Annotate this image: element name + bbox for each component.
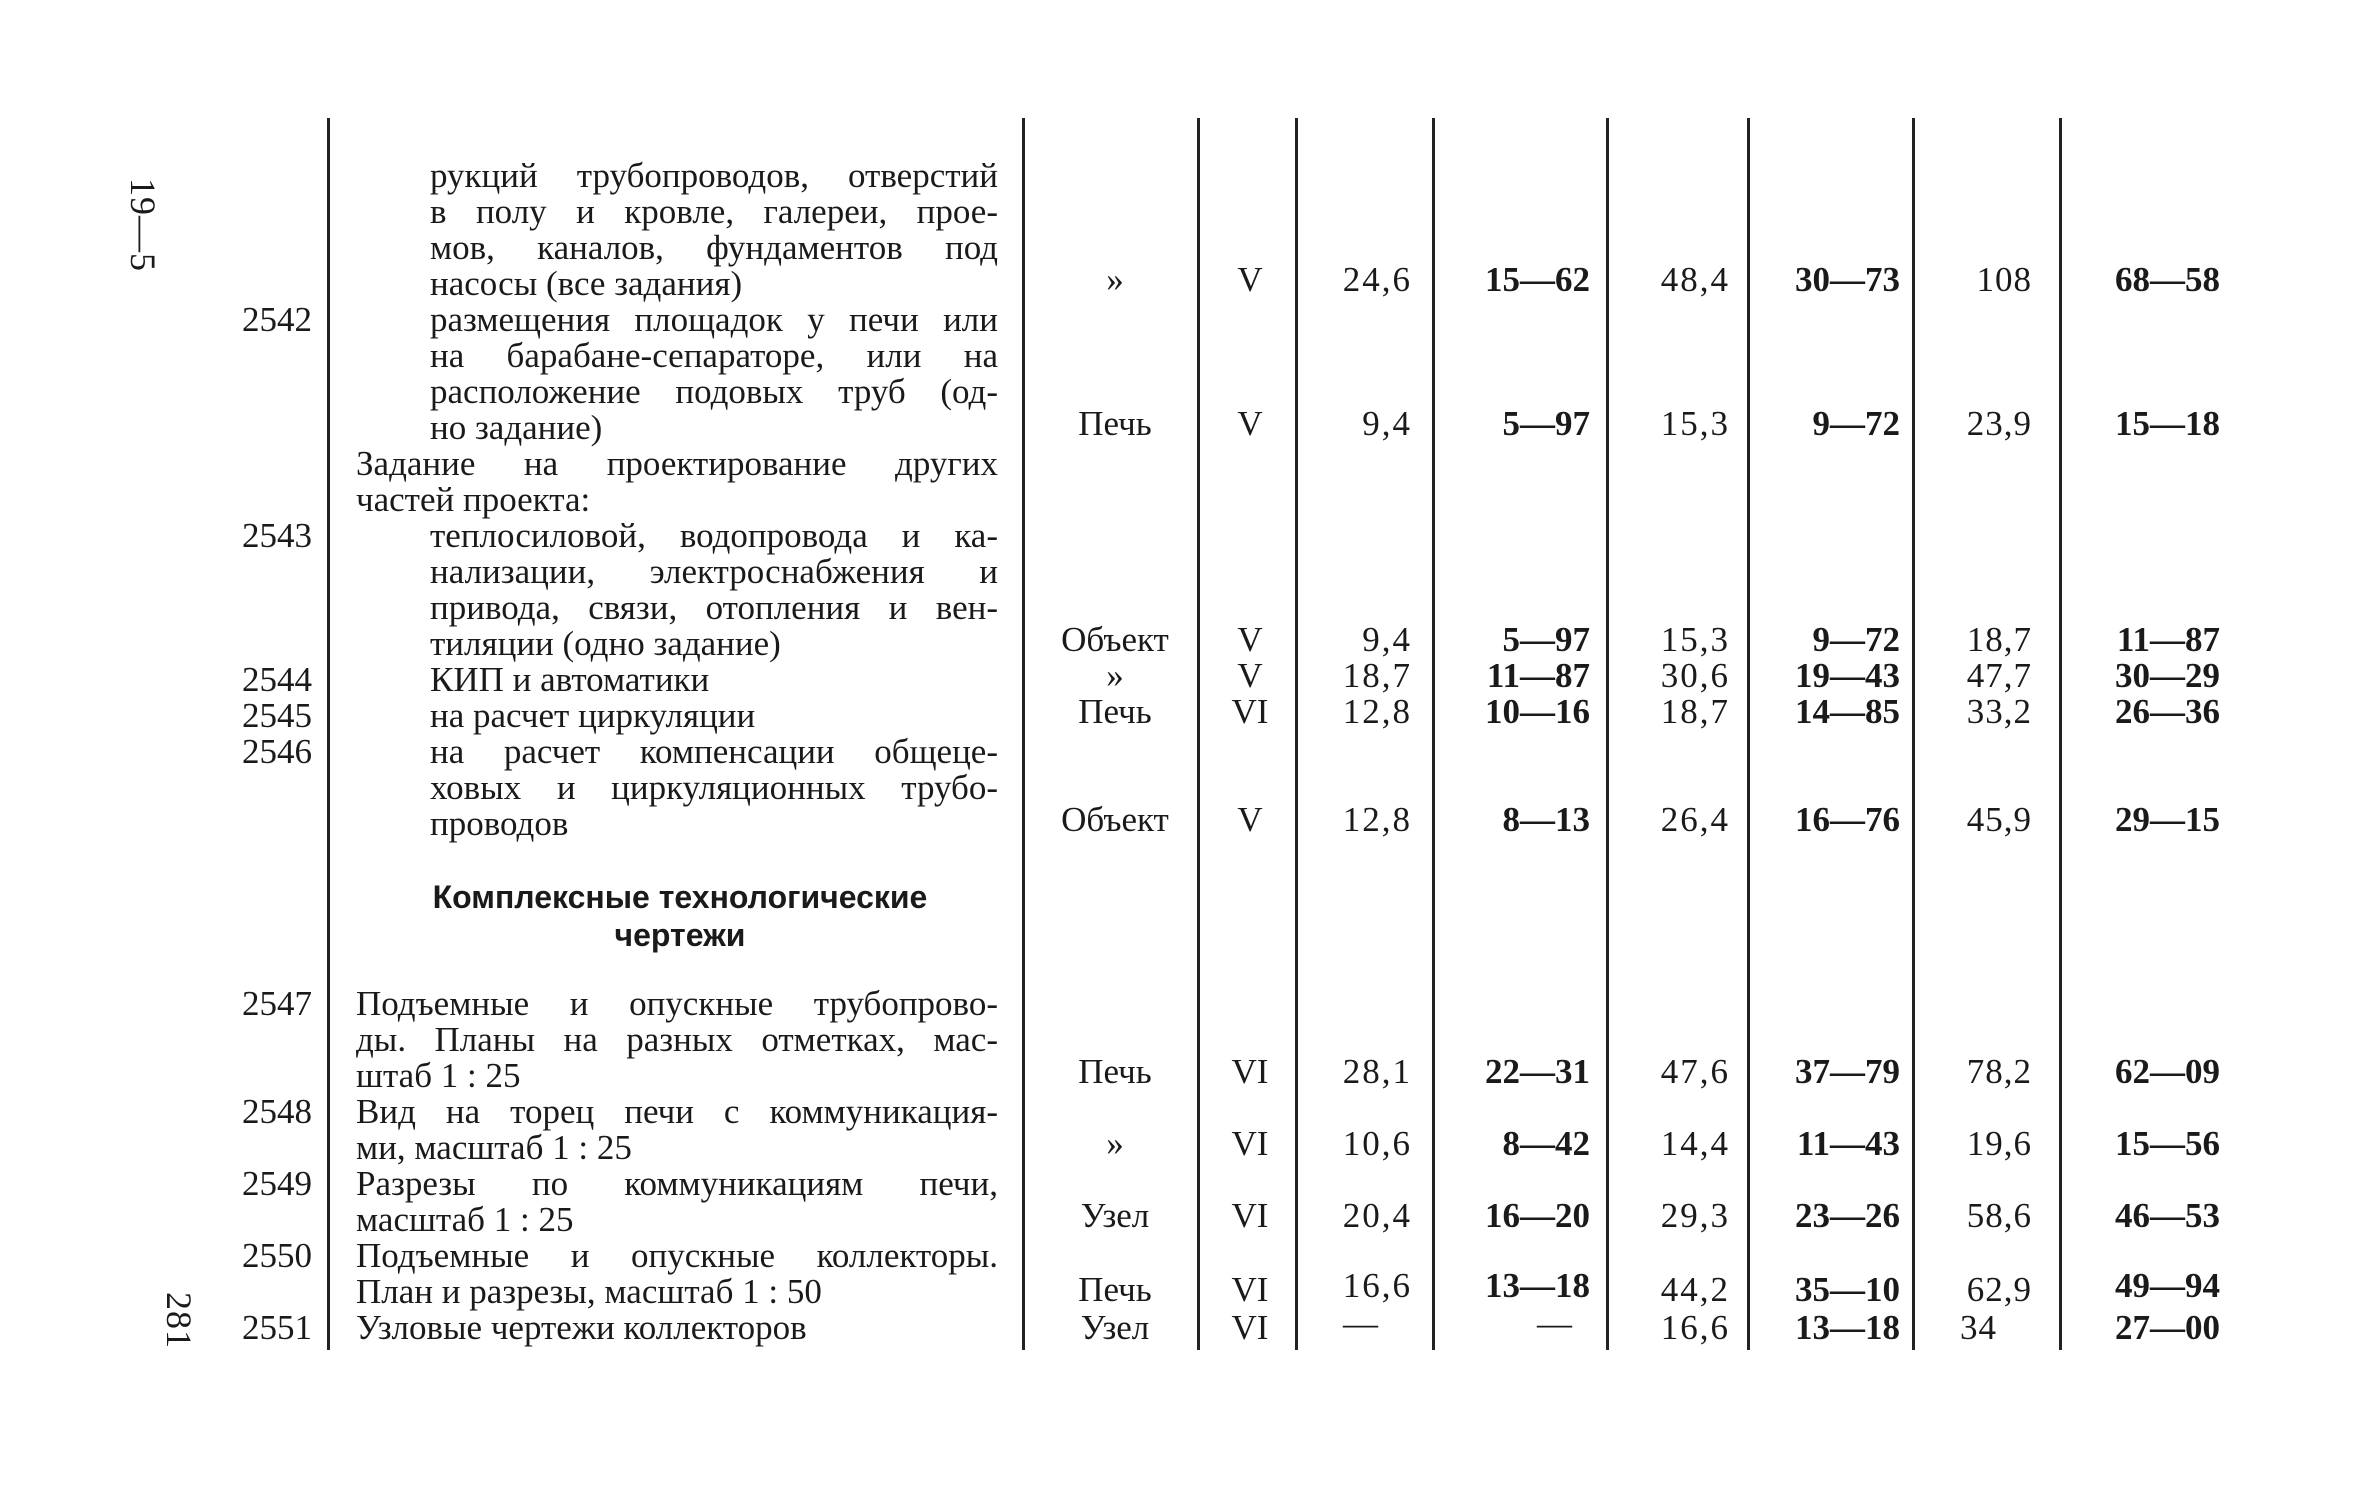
unit-cell: Печь <box>1078 692 1152 731</box>
category-cell: VI <box>1231 1196 1269 1235</box>
value-cell: 26,4 <box>1660 800 1730 839</box>
price-cell: 11—87 <box>2116 620 2220 659</box>
row-number: 2548 <box>242 1092 312 1131</box>
rule-p1 <box>1606 118 1609 1350</box>
value-cell: 45,9 <box>1966 800 2032 839</box>
unit-cell: » <box>1106 260 1124 299</box>
margin-section-code: 19—5 <box>123 178 163 272</box>
value-cell: 20,4 <box>1342 1196 1412 1235</box>
row-number: 2545 <box>242 696 312 735</box>
description-line: привода, связи, отопления и вен- <box>430 588 998 627</box>
description-line: КИП и автоматики <box>430 660 710 699</box>
description-line: в полу и кровле, галереи, прое- <box>430 192 998 231</box>
value-cell: — <box>1343 1304 1380 1343</box>
unit-cell: Объект <box>1061 620 1169 659</box>
description-line: Вид на торец печи с коммуникация- <box>356 1092 998 1131</box>
category-cell: VI <box>1231 1308 1269 1347</box>
row-number: 2549 <box>242 1164 312 1203</box>
value-cell: 30,6 <box>1660 656 1730 695</box>
price-cell: 11—43 <box>1796 1124 1900 1163</box>
description-line: мов, каналов, фундаментов под <box>430 228 998 267</box>
rule-v1 <box>1432 118 1435 1350</box>
unit-cell: » <box>1106 656 1124 695</box>
price-cell: 22—31 <box>1485 1052 1590 1091</box>
description-line: на расчет циркуляции <box>430 696 756 735</box>
value-cell: 78,2 <box>1966 1052 2032 1091</box>
row-number: 2547 <box>242 984 312 1023</box>
price-cell: 9—72 <box>1812 404 1900 443</box>
price-cell: 62—09 <box>2115 1052 2220 1091</box>
value-cell: 47,7 <box>1966 656 2032 695</box>
rule-v2 <box>1747 118 1750 1350</box>
rule-description <box>1022 118 1025 1350</box>
description-line: рукций трубопроводов, отверстий <box>430 156 998 195</box>
section-heading <box>400 878 960 954</box>
description-line: План и разрезы, масштаб 1 : 50 <box>356 1272 822 1311</box>
description-line: ховых и циркуляционных трубо- <box>430 768 998 807</box>
description-line: проводов <box>430 804 569 843</box>
description-line: Подъемные и опускные трубопрово- <box>356 984 998 1023</box>
price-cell: 26—36 <box>2115 692 2220 731</box>
price-cell: 13—18 <box>1795 1308 1900 1347</box>
unit-cell: Печь <box>1078 1052 1152 1091</box>
value-cell: 14,4 <box>1660 1124 1730 1163</box>
description-line: масштаб 1 : 25 <box>356 1200 574 1239</box>
description-line: насосы (все задания) <box>430 264 743 303</box>
value-cell: 16,6 <box>1660 1308 1730 1347</box>
row-number: 2543 <box>242 516 312 555</box>
value-cell: 33,2 <box>1966 692 2032 731</box>
price-cell: 11—87 <box>1486 656 1590 695</box>
description-line: Подъемные и опускные коллекторы. <box>356 1236 998 1275</box>
category-cell: VI <box>1231 692 1269 731</box>
value-cell: 44,2 <box>1660 1270 1730 1309</box>
value-cell: 62,9 <box>1966 1270 2032 1309</box>
value-cell: 18,7 <box>1342 656 1412 695</box>
description-line: тиляции (одно задание) <box>430 624 781 663</box>
rule-v3 <box>2059 118 2062 1350</box>
rule-category <box>1295 118 1298 1350</box>
page-number: 281 <box>159 1292 199 1349</box>
row-number: 2550 <box>242 1236 312 1275</box>
category-cell: V <box>1237 404 1263 443</box>
value-cell: 12,8 <box>1342 800 1412 839</box>
price-cell: 16—76 <box>1795 800 1900 839</box>
value-cell: 19,6 <box>1966 1124 2032 1163</box>
category-cell: V <box>1237 656 1263 695</box>
value-cell: 58,6 <box>1966 1196 2032 1235</box>
value-cell: 108 <box>1976 260 2032 299</box>
category-cell: V <box>1237 260 1263 299</box>
description-line: на барабане-сепараторе, или на <box>430 336 998 375</box>
price-cell: 46—53 <box>2115 1196 2220 1235</box>
value-cell: 23,9 <box>1966 404 2032 443</box>
price-cell: — <box>1537 1304 1572 1343</box>
unit-cell: Печь <box>1078 1270 1152 1309</box>
category-cell: VI <box>1231 1052 1269 1091</box>
value-cell: 15,3 <box>1660 404 1730 443</box>
row-number: 2544 <box>242 660 312 699</box>
description-line: ми, масштаб 1 : 25 <box>356 1128 632 1167</box>
description-line: размещения площадок у печи или <box>430 300 998 339</box>
row-number: 2551 <box>242 1308 312 1347</box>
price-cell: 5—97 <box>1502 404 1590 443</box>
value-cell: 18,7 <box>1660 692 1730 731</box>
rule-p2 <box>1912 118 1915 1350</box>
category-cell: V <box>1237 620 1263 659</box>
unit-cell: Узел <box>1080 1196 1150 1235</box>
price-cell: 29—15 <box>2115 800 2220 839</box>
value-cell: 48,4 <box>1660 260 1730 299</box>
value-cell: 16,6 <box>1342 1266 1412 1305</box>
unit-cell: Узел <box>1080 1308 1150 1347</box>
value-cell: 9,4 <box>1362 404 1412 443</box>
price-cell: 8—13 <box>1502 800 1590 839</box>
price-cell: 68—58 <box>2115 260 2220 299</box>
price-cell: 8—42 <box>1502 1124 1590 1163</box>
unit-cell: Объект <box>1061 800 1169 839</box>
group-heading-line: Задание на проектирование других <box>356 444 998 483</box>
value-cell: 15,3 <box>1660 620 1730 659</box>
description-line: но задание) <box>430 408 603 447</box>
rule-number <box>327 118 330 1350</box>
description-line: ды. Планы на разных отметках, мас- <box>356 1020 998 1059</box>
category-cell: V <box>1237 800 1263 839</box>
value-cell: 28,1 <box>1342 1052 1412 1091</box>
description-line: нализации, электроснабжения и <box>430 552 998 591</box>
price-cell: 5—97 <box>1502 620 1590 659</box>
description-line: Узловые чертежи коллекторов <box>356 1308 807 1347</box>
row-number: 2546 <box>242 732 312 771</box>
description-line: на расчет компенсации общеце- <box>430 732 998 771</box>
price-cell: 9—72 <box>1812 620 1900 659</box>
price-cell: 23—26 <box>1795 1196 1900 1235</box>
description-line: теплосиловой, водопровода и ка- <box>430 516 998 555</box>
price-cell: 14—85 <box>1795 692 1900 731</box>
rule-unit <box>1197 118 1200 1350</box>
unit-cell: » <box>1106 1124 1124 1163</box>
value-cell: 24,6 <box>1342 260 1412 299</box>
category-cell: VI <box>1231 1270 1269 1309</box>
price-cell: 15—18 <box>2115 404 2220 443</box>
price-cell: 19—43 <box>1795 656 1900 695</box>
price-cell: 16—20 <box>1485 1196 1590 1235</box>
price-cell: 49—94 <box>2115 1266 2220 1305</box>
description-line: расположение подовых труб (од- <box>430 372 998 411</box>
price-cell: 30—29 <box>2115 656 2220 695</box>
value-cell: 18,7 <box>1966 620 2032 659</box>
value-cell: 34 <box>1960 1308 1997 1347</box>
section-heading-line: Комплексные технологические <box>432 879 928 915</box>
value-cell: 12,8 <box>1342 692 1412 731</box>
description-line: штаб 1 : 25 <box>356 1056 521 1095</box>
value-cell: 9,4 <box>1362 620 1412 659</box>
unit-cell: Печь <box>1078 404 1152 443</box>
price-cell: 13—18 <box>1485 1266 1590 1305</box>
description-line: Разрезы по коммуникациям печи, <box>356 1164 998 1203</box>
price-cell: 27—00 <box>2115 1308 2220 1347</box>
section-heading-line: чертежи <box>614 917 746 953</box>
value-cell: 47,6 <box>1660 1052 1730 1091</box>
row-number: 2542 <box>242 300 312 339</box>
category-cell: VI <box>1231 1124 1269 1163</box>
value-cell: 29,3 <box>1660 1196 1730 1235</box>
price-cell: 35—10 <box>1795 1270 1900 1309</box>
price-cell: 10—16 <box>1485 692 1590 731</box>
price-cell: 30—73 <box>1795 260 1900 299</box>
group-heading-line: частей проекта: <box>356 480 591 519</box>
price-cell: 37—79 <box>1795 1052 1900 1091</box>
value-cell: 10,6 <box>1342 1124 1412 1163</box>
price-cell: 15—56 <box>2115 1124 2220 1163</box>
price-cell: 15—62 <box>1485 260 1590 299</box>
